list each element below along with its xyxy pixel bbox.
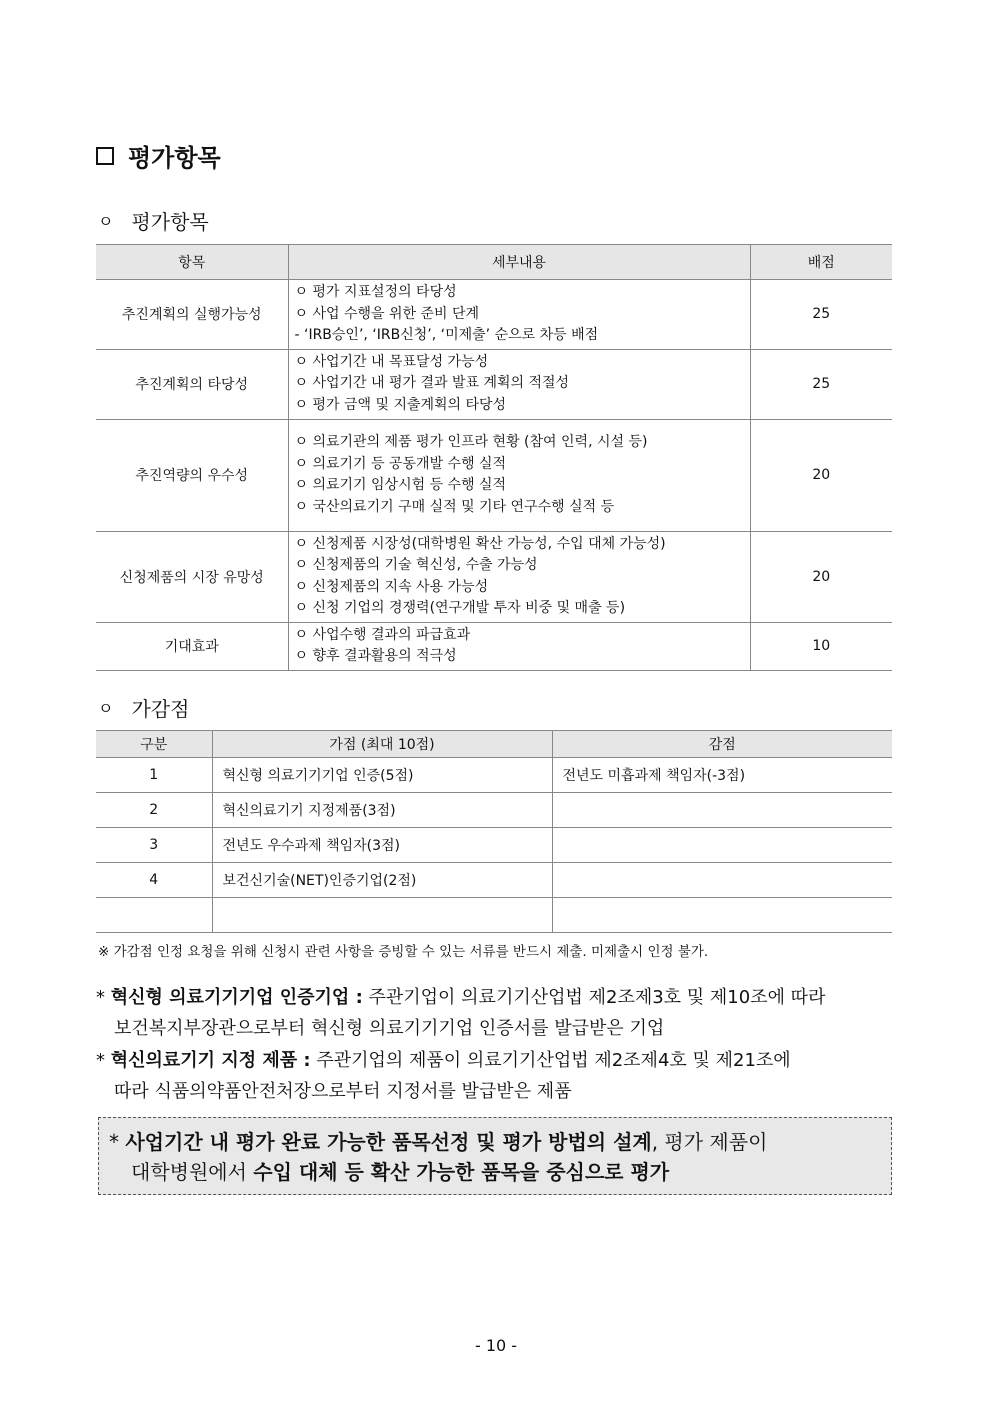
score-cell: 20 xyxy=(750,419,892,531)
item-cell: 추진계획의 실행가능성 xyxy=(96,280,288,350)
asterisk-marker: * xyxy=(109,1130,119,1154)
detail-line: ㅇ 향후 결과활용의 적극성 xyxy=(294,648,457,664)
column-header-no: 구분 xyxy=(96,731,212,758)
table-row xyxy=(96,419,892,531)
minus-cell xyxy=(552,898,892,933)
callout-text: 대학병원에서 xyxy=(131,1160,254,1184)
definition-innovative-device xyxy=(96,1045,896,1107)
table-header-row xyxy=(96,245,892,280)
detail-cell xyxy=(288,531,750,622)
plus-cell: 혁신형 의료기기기업 인증(5점) xyxy=(212,758,552,793)
detail-line: ㅇ 사업기간 내 평가 결과 발표 계획의 적절성 xyxy=(294,375,570,392)
score-cell: 10 xyxy=(750,622,892,670)
column-header-minus: 감점 xyxy=(552,731,892,758)
detail-line: ㅇ 의료기기 등 공동개발 수행 실적 xyxy=(294,455,507,472)
detail-line: ㅇ 신청제품의 기술 혁신성, 수출 가능성 xyxy=(294,557,538,573)
detail-line: ㅇ 의료기관의 제품 평가 인프라 현황 (참여 인력, 시설 등) xyxy=(294,434,648,450)
page-title-text: 평가항목 xyxy=(128,144,221,172)
table-row xyxy=(96,349,892,419)
evaluation-table xyxy=(96,244,892,671)
section-heading-text: 가감점 xyxy=(131,697,190,721)
detail-line: ㅇ 의료기기 임상시험 등 수행 실적 xyxy=(294,477,507,493)
callout-line-2 xyxy=(109,1157,881,1187)
detail-cell xyxy=(288,622,750,670)
minus-cell xyxy=(552,863,892,898)
plus-cell: 혁신의료기기 지정제품(3점) xyxy=(212,793,552,828)
plus-cell: 전년도 우수과제 책임자(3점) xyxy=(212,828,552,863)
column-header-detail: 세부내용 xyxy=(288,245,750,280)
table-row xyxy=(96,280,892,350)
definition-term: 혁신형 의료기기기업 인증기업 : xyxy=(110,987,363,1008)
circle-bullet-icon: ㅇ xyxy=(98,212,114,231)
minus-cell xyxy=(552,828,892,863)
page-title xyxy=(96,138,221,173)
score-cell: 25 xyxy=(750,280,892,350)
definition-text: 주관기업이 의료기기산업법 제2조제3호 및 제10조에 따라 xyxy=(362,987,826,1008)
no-cell xyxy=(96,898,212,933)
table-row xyxy=(96,531,892,622)
column-header-plus: 가점 (최대 10점) xyxy=(212,731,552,758)
detail-cell xyxy=(288,349,750,419)
column-header-item: 항목 xyxy=(96,245,288,280)
definition-text: 주관기업의 제품이 의료기기산업법 제2조제4호 및 제21조에 xyxy=(310,1050,791,1071)
detail-line: ㅇ 사업수행 결과의 파급효과 xyxy=(294,626,471,643)
item-cell: 기대효과 xyxy=(96,622,288,670)
definition-text-cont: 따라 식품의약품안전처장으로부터 지정서를 발급받은 제품 xyxy=(114,1081,572,1102)
detail-line: - ‘IRB승인’, ‘IRB신청’, ‘미제출’ 순으로 차등 배점 xyxy=(294,327,599,343)
callout-text: , 평가 제품이 xyxy=(651,1130,768,1154)
score-cell: 25 xyxy=(750,349,892,419)
emphasis-callout-box xyxy=(98,1117,892,1195)
detail-line: ㅇ 사업기간 내 목표달성 가능성 xyxy=(294,353,489,370)
table-row xyxy=(96,622,892,670)
plus-cell: 보건신기술(NET)인증기업(2점) xyxy=(212,863,552,898)
section-heading-eval xyxy=(98,206,209,235)
section-heading-text: 평가항목 xyxy=(131,210,209,234)
definition-text-cont: 보건복지부장관으로부터 혁신형 의료기기기업 인증서를 발급받은 기업 xyxy=(114,1018,665,1039)
detail-cell xyxy=(288,280,750,350)
asterisk-marker: * xyxy=(96,987,105,1008)
table-row xyxy=(96,898,892,933)
detail-line: ㅇ 사업 수행을 위한 준비 단계 xyxy=(294,305,480,322)
detail-line: ㅇ 국산의료기기 구매 실적 및 기타 연구수행 실적 등 xyxy=(294,498,615,515)
detail-cell xyxy=(288,419,750,531)
table-row xyxy=(96,863,892,898)
page-number: - 10 - xyxy=(474,1336,518,1355)
minus-cell xyxy=(552,793,892,828)
table-row xyxy=(96,758,892,793)
no-cell: 3 xyxy=(96,828,212,863)
checkbox-square-icon xyxy=(96,147,114,165)
minus-cell: 전년도 미흡과제 책임자(-3점) xyxy=(552,758,892,793)
table-row xyxy=(96,828,892,863)
definition-innovative-company xyxy=(96,982,896,1044)
table-header-row xyxy=(96,731,892,758)
circle-bullet-icon: ㅇ xyxy=(98,699,114,718)
score-cell: 20 xyxy=(750,531,892,622)
item-cell: 추진계획의 타당성 xyxy=(96,349,288,419)
no-cell: 4 xyxy=(96,863,212,898)
detail-line: ㅇ 신청제품의 지속 사용 가능성 xyxy=(294,578,489,595)
plus-cell xyxy=(212,898,552,933)
detail-line: ㅇ 평가 금액 및 지출계획의 타당성 xyxy=(294,396,507,413)
item-cell: 신청제품의 시장 유망성 xyxy=(96,531,288,622)
table-row xyxy=(96,793,892,828)
detail-line: ㅇ 신청 기업의 경쟁력(연구개발 투자 비중 및 매출 등) xyxy=(294,600,626,616)
bonus-penalty-table xyxy=(96,730,892,933)
column-header-score: 배점 xyxy=(750,245,892,280)
callout-bold-text: 수입 대체 등 확산 가능한 품목을 중심으로 평가 xyxy=(253,1160,670,1184)
callout-bold-text: 사업기간 내 평가 완료 가능한 품목선정 및 평가 방법의 설계 xyxy=(125,1130,652,1154)
detail-line: ㅇ 평가 지표설정의 타당성 xyxy=(294,284,457,300)
section-heading-bonus xyxy=(98,693,189,722)
no-cell: 2 xyxy=(96,793,212,828)
no-cell: 1 xyxy=(96,758,212,793)
detail-line: ㅇ 신청제품 시장성(대학병원 확산 가능성, 수입 대체 가능성) xyxy=(294,535,666,552)
asterisk-marker: * xyxy=(96,1050,105,1071)
definition-term: 혁신의료기기 지정 제품 : xyxy=(110,1050,311,1071)
bonus-note: ※ 가감점 인정 요청을 위해 신청시 관련 사항을 증빙할 수 있는 서류를 반드시 제출. 미제출시 인정 불가. xyxy=(98,944,709,960)
item-cell: 추진역량의 우수성 xyxy=(96,419,288,531)
